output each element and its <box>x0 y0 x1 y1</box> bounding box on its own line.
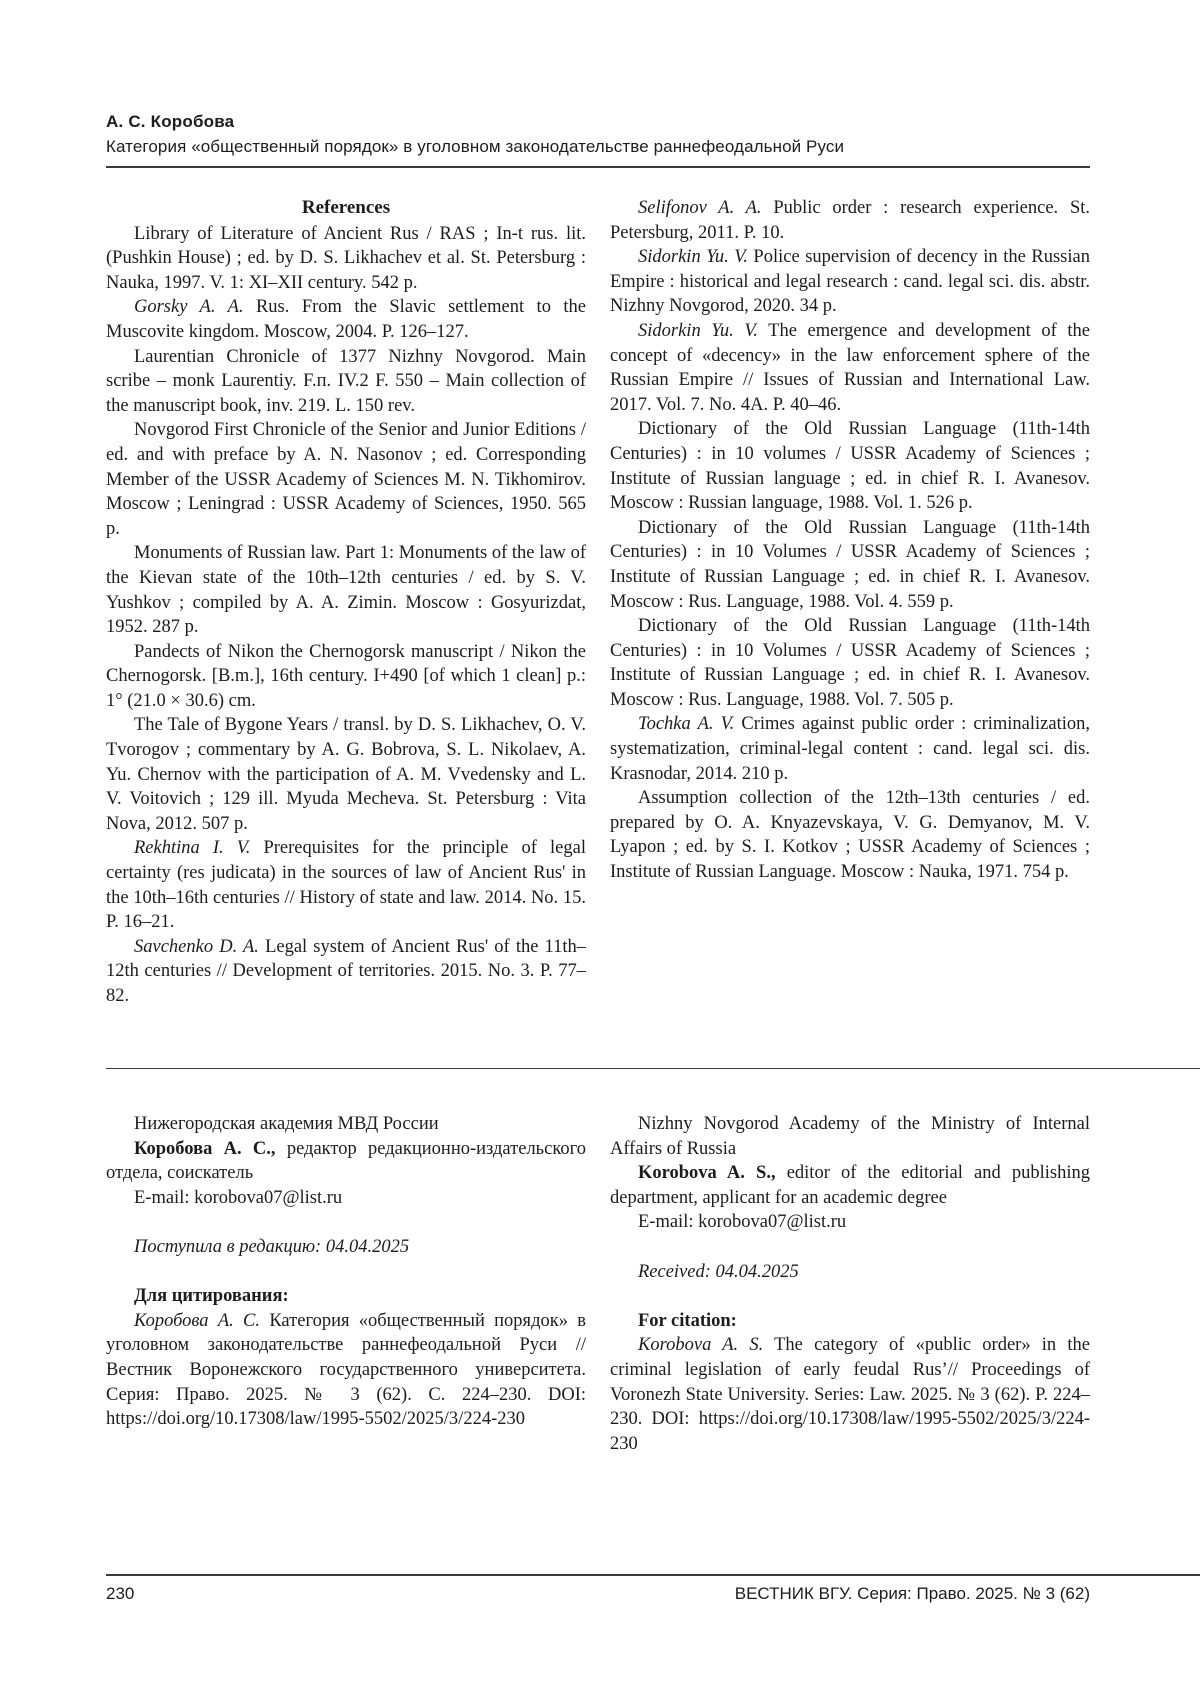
reference-item: Dictionary of the Old Russian Language (11th-14th Centuries) : in 10 Volumes / USSR Academy of Sciences ; Institute of Russian Language ; ed. in chief R. I. Avanesov. Moscow : Rus. Language, 1988. Vol. 4. 559 p. <box>610 517 1090 612</box>
affiliation-line-en: For citation: <box>638 1310 737 1331</box>
affiliation-line-ru: Коробова А. С. Категория «общественный порядок» в уголовном законодательстве раннефеодальной Руси // Вестник Воронежского государственного университета. Серия: Право. 2025. № 3 (62). С. 224–230. DOI: https://doi.org/10.17308/law/1995-5502/2025/3/224-230 <box>106 1310 586 1430</box>
affiliation-line-ru: Коробова А. С., редактор редакционно-издательского отдела, соискатель <box>106 1138 586 1184</box>
reference-item: Sidorkin Yu. V. Police supervision of decency in the Russian Empire : historical and legal research : cand. legal sci. dis. abstr. Nizhny Novgorod, 2020. 34 p. <box>610 247 1090 317</box>
affiliation-section <box>106 1112 1090 1456</box>
reference-item: Dictionary of the Old Russian Language (11th-14th Centuries) : in 10 volumes / USSR Academy of Sciences ; Institute of Russian language ; ed. in chief R. I. Avanesov. Moscow : Russian language, 1988. Vol. 1. 526 p. <box>610 419 1090 514</box>
affiliation-line-en: E-mail: korobova07@list.ru <box>638 1212 847 1233</box>
header-rule <box>106 166 1090 168</box>
page-header <box>106 110 1090 168</box>
footer-line <box>106 1583 1090 1605</box>
references-section <box>106 196 1090 1009</box>
affiliation-line-ru: Поступила в редакцию: 04.04.2025 <box>134 1236 410 1257</box>
reference-item: Selifonov A. A. Public order : research experience. St. Petersburg, 2011. P. 10. <box>610 198 1090 243</box>
reference-item: Library of Literature of Ancient Rus / RAS ; In-t rus. lit. (Pushkin House) ; ed. by D. S. Likhachev et al. St. Petersburg : Nauka, 1997. V. 1: XI–XII century. 542 p. <box>106 223 586 293</box>
reference-item: Pandects of Nikon the Chernogorsk manuscript / Nikon the Chernogorsk. [B.m.], 16th century. I+490 [of which 1 clean] p.: 1° (21.0 × 30.6) cm. <box>106 641 586 711</box>
reference-item: Rekhtina I. V. Prerequisites for the principle of legal certainty (res judicata) in the sources of law of Ancient Rus' in the 10th–16th centuries // History of state and law. 2014. No. 15. P. 16–21. <box>106 838 586 933</box>
journal-issue-line: ВЕСТНИК ВГУ. Серия: Право. 2025. № 3 (62) <box>734 1584 1090 1603</box>
affiliation-line-en: Korobova A. S., editor of the editorial and publishing department, applicant for an academic degree <box>610 1163 1090 1208</box>
references-heading: References <box>301 197 391 218</box>
reference-item: Monuments of Russian law. Part 1: Monuments of the law of the Kievan state of the 10th–12th centuries / ed. by S. V. Yushkov ; compiled by A. A. Zimin. Moscow : Gosyurizdat, 1952. 287 p. <box>106 543 586 638</box>
running-author: А. С. Коробова <box>106 112 235 131</box>
reference-item: Novgorod First Chronicle of the Senior and Junior Editions / ed. and with preface by A. N. Nasonov ; ed. Corresponding Member of the USSR Academy of Sciences M. N. Tikhomirov. Moscow ; Leningrad : USSR Academy of Sciences, 1950. 565 p. <box>106 420 586 539</box>
references-column-right <box>610 196 1090 1009</box>
affiliation-line-ru: Нижегородская академия МВД России <box>134 1114 439 1134</box>
reference-item: The Tale of Bygone Years / transl. by D. S. Likhachev, O. V. Tvorogov ; commentary by A. G. Bobrova, S. L. Nikolaev, A. Yu. Chernov with the participation of A. M. Vvedensky and L. V. Voitovich ; 129 ill. Myuda Mecheva. St. Petersburg : Vita Nova, 2012. 507 p. <box>106 715 586 834</box>
references-list-left <box>106 222 586 1009</box>
reference-item: Dictionary of the Old Russian Language (11th-14th Centuries) : in 10 Volumes / USSR Academy of Sciences ; Institute of Russian Language ; ed. in chief R. I. Avanesov. Moscow : Rus. Language, 1988. Vol. 7. 505 p. <box>610 616 1090 710</box>
section-divider-rule <box>106 1068 1200 1069</box>
affiliation-line-en: Korobova A. S. The category of «public order» in the criminal legislation of early feudal Rus’// Proceedings of Voronezh State University. Series: Law. 2025. № 3 (62). P. 224–230. DOI: https://doi.org/10.17308/law/1995-5502/2025/3/224-230 <box>610 1335 1091 1454</box>
affiliation-line-ru: Для цитирования: <box>134 1286 289 1307</box>
page-number: 230 <box>106 1584 135 1603</box>
references-column-left <box>106 196 586 1009</box>
running-title: Категория «общественный порядок» в уголовном законодательстве раннефеодальной Руси <box>106 137 845 156</box>
reference-item: Laurentian Chronicle of 1377 Nizhny Novgorod. Main scribe – monk Laurentiy. F.п. IV.2 F. 550 – Main collection of the manuscript book, inv. 219. L. 150 rev. <box>106 346 586 416</box>
references-list-right <box>610 196 1090 885</box>
affiliation-line-ru: E-mail: korobova07@list.ru <box>134 1187 343 1208</box>
reference-item: Savchenko D. A. Legal system of Ancient Rus' of the 11th–12th centuries // Development of territories. 2015. No. 3. P. 77–82. <box>106 936 587 1006</box>
reference-item: Tochka A. V. Crimes against public order : criminalization, systematization, criminal-legal content : cand. legal sci. dis. Krasnodar, 2014. 210 p. <box>610 714 1090 784</box>
footer-rule <box>106 1574 1200 1576</box>
reference-item: Gorsky A. A. Rus. From the Slavic settlement to the Muscovite kingdom. Moscow, 2004. P. 126–127. <box>106 297 586 342</box>
affiliation-line-en: Received: 04.04.2025 <box>638 1261 799 1282</box>
reference-item: Assumption collection of the 12th–13th centuries / ed. prepared by O. A. Knyazevskaya, V. G. Demyanov, M. V. Lyapon ; ed. by S. I. Kotkov ; USSR Academy of Sciences ; Institute of Russian Language. Moscow : Nauka, 1971. 754 p. <box>610 788 1090 883</box>
affiliation-column-russian <box>106 1112 586 1456</box>
affiliation-line-en: Nizhny Novgorod Academy of the Ministry of Internal Affairs of Russia <box>610 1114 1090 1159</box>
affiliation-column-english <box>610 1112 1090 1456</box>
reference-item: Sidorkin Yu. V. The emergence and development of the concept of «decency» in the law enforcement sphere of the Russian Empire // Issues of Russian and International Law. 2017. Vol. 7. No. 4A. P. 40–46. <box>610 320 1090 415</box>
